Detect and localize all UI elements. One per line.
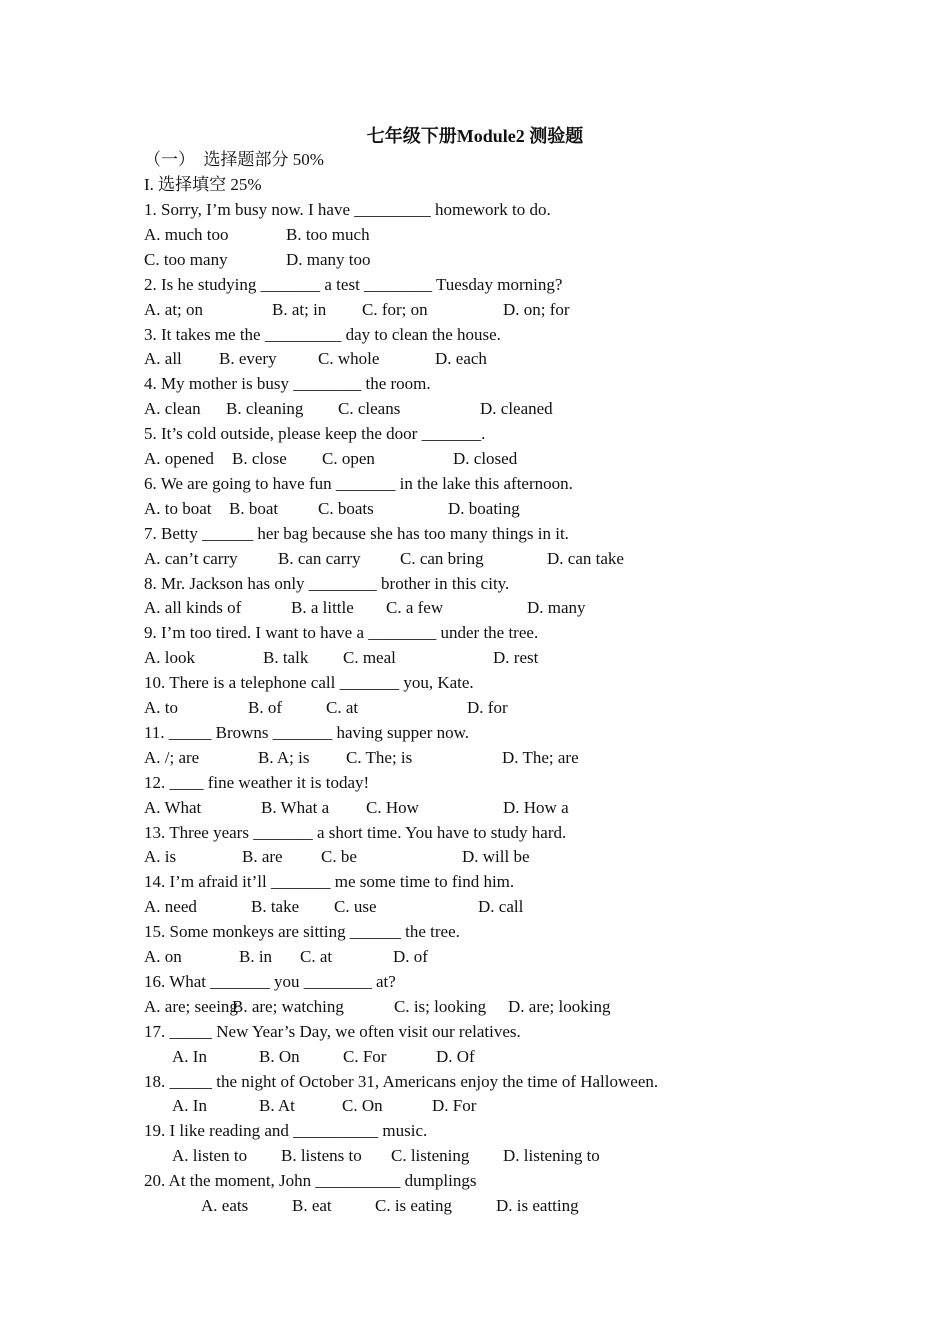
question-18-option: A. In bbox=[172, 1096, 207, 1116]
question-12-stem: 12. ____ fine weather it is today! bbox=[144, 772, 370, 792]
question-8-option: C. a few bbox=[386, 598, 444, 618]
question-1-option: C. too many bbox=[144, 249, 228, 269]
question-19-option: D. listening to bbox=[503, 1146, 600, 1166]
question-5-stem: 5. It’s cold outside, please keep the door _______. bbox=[144, 424, 486, 444]
question-14-option: B. take bbox=[251, 897, 300, 917]
question-12-option: D. How a bbox=[503, 797, 569, 817]
question-20-option: A. eats bbox=[201, 1196, 249, 1215]
question-13-stem: 13. Three years _______ a short time. You have to study hard. bbox=[144, 822, 567, 842]
question-19-option: B. listens to bbox=[281, 1146, 362, 1166]
question-7-option: C. can bring bbox=[400, 548, 484, 568]
question-8-option: D. many bbox=[527, 598, 586, 618]
question-7-option: B. can carry bbox=[278, 548, 361, 568]
question-1-option: A. much too bbox=[144, 224, 229, 244]
question-15-option: C. at bbox=[300, 947, 333, 966]
question-17-option: D. Of bbox=[436, 1046, 475, 1066]
question-7-stem: 7. Betty ______ her bag because she has too many things in it. bbox=[144, 523, 569, 543]
question-15-option: B. in bbox=[239, 947, 273, 966]
question-18-option: D. For bbox=[432, 1096, 477, 1116]
question-16-option: C. is; looking bbox=[394, 996, 487, 1016]
question-11-stem: 11. _____ Browns _______ having supper now. bbox=[144, 722, 470, 742]
question-2-option: D. on; for bbox=[503, 299, 570, 319]
question-6-option: A. to boat bbox=[144, 498, 212, 518]
question-8-option: B. a little bbox=[291, 598, 354, 618]
question-9-option: A. look bbox=[144, 648, 195, 668]
question-17-option: C. For bbox=[343, 1046, 387, 1066]
question-2-option: B. at; in bbox=[272, 299, 327, 319]
question-7-option: D. can take bbox=[547, 548, 624, 568]
question-13-option: C. be bbox=[321, 847, 357, 867]
question-4-stem: 4. My mother is busy ________ the room. bbox=[144, 374, 431, 394]
question-6-stem: 6. We are going to have fun _______ in the lake this afternoon. bbox=[144, 473, 573, 493]
question-19-stem: 19. I like reading and __________ music. bbox=[144, 1121, 428, 1141]
question-2-stem: 2. Is he studying _______ a test ________ Tuesday morning? bbox=[144, 274, 563, 294]
question-13-option: D. will be bbox=[462, 847, 530, 867]
question-17-option: B. On bbox=[259, 1046, 300, 1066]
question-20-option: B. eat bbox=[292, 1196, 332, 1215]
question-10-option: B. of bbox=[248, 698, 282, 717]
question-20-option: C. is eating bbox=[375, 1196, 452, 1215]
question-4-option: A. clean bbox=[144, 399, 201, 419]
question-19-option: A. listen to bbox=[172, 1146, 248, 1166]
question-12-option: B. What a bbox=[261, 797, 330, 817]
question-5-option: A. opened bbox=[144, 449, 214, 468]
question-11-option: C. The; is bbox=[346, 747, 413, 767]
question-12-option: C. How bbox=[366, 797, 419, 817]
question-9-option: B. talk bbox=[263, 648, 309, 668]
question-2-option: C. for; on bbox=[362, 299, 428, 319]
question-16-option: A. are; seeing bbox=[144, 996, 238, 1016]
question-9-option: D. rest bbox=[493, 648, 539, 668]
question-14-option: A. need bbox=[144, 897, 197, 917]
question-3-option: C. whole bbox=[318, 349, 380, 369]
question-14-option: C. use bbox=[334, 897, 377, 917]
question-13-option: B. are bbox=[242, 847, 283, 867]
question-3-option: D. each bbox=[435, 349, 487, 369]
question-11-option: A. /; are bbox=[144, 747, 200, 767]
question-6-option: B. boat bbox=[229, 498, 279, 518]
question-16-stem: 16. What _______ you ________ at? bbox=[144, 971, 396, 991]
question-16-option: D. are; looking bbox=[508, 996, 611, 1016]
question-9-option: C. meal bbox=[343, 648, 396, 668]
question-11-option: B. A; is bbox=[258, 747, 310, 767]
question-8-stem: 8. Mr. Jackson has only ________ brother in this city. bbox=[144, 573, 510, 593]
question-14-option: D. call bbox=[478, 897, 524, 917]
question-18-option: B. At bbox=[259, 1096, 295, 1116]
question-6-option: C. boats bbox=[318, 498, 374, 518]
question-1-option: D. many too bbox=[286, 249, 371, 269]
question-3-stem: 3. It takes me the _________ day to clean the house. bbox=[144, 324, 501, 344]
question-14-stem: 14. I’m afraid it’ll _______ me some time to find him. bbox=[144, 872, 515, 892]
question-4-option: C. cleans bbox=[338, 399, 401, 419]
question-17-option: A. In bbox=[172, 1046, 207, 1066]
question-19-option: C. listening bbox=[391, 1146, 470, 1166]
question-10-option: C. at bbox=[326, 698, 359, 717]
question-6-option: D. boating bbox=[448, 498, 520, 518]
question-5-option: B. close bbox=[232, 449, 287, 468]
question-1-stem: 1. Sorry, I’m busy now. I have _________ homework to do. bbox=[144, 200, 551, 219]
question-15-option: D. of bbox=[393, 947, 428, 966]
question-3-option: B. every bbox=[219, 349, 277, 369]
question-4-option: B. cleaning bbox=[226, 399, 304, 419]
question-20-stem: 20. At the moment, John __________ dumplings bbox=[144, 1171, 477, 1191]
question-10-option: A. to bbox=[144, 698, 178, 717]
question-4-option: D. cleaned bbox=[480, 399, 553, 419]
question-8-option: A. all kinds of bbox=[144, 598, 242, 618]
question-13-option: A. is bbox=[144, 847, 177, 867]
question-11-option: D. The; are bbox=[502, 747, 579, 767]
question-5-option: C. open bbox=[322, 449, 375, 468]
question-7-option: A. can’t carry bbox=[144, 548, 238, 568]
question-10-option: D. for bbox=[467, 698, 508, 717]
question-5-option: D. closed bbox=[453, 449, 518, 468]
question-15-option: A. on bbox=[144, 947, 182, 966]
page-title: 七年级下册Module2 测验题 bbox=[366, 126, 584, 146]
question-9-stem: 9. I’m too tired. I want to have a ________ under the tree. bbox=[144, 623, 539, 643]
question-12-option: A. What bbox=[144, 797, 202, 817]
question-10-stem: 10. There is a telephone call _______ you, Kate. bbox=[144, 673, 474, 693]
question-3-option: A. all bbox=[144, 349, 182, 369]
question-15-stem: 15. Some monkeys are sitting ______ the tree. bbox=[144, 922, 460, 942]
question-1-option: B. too much bbox=[286, 224, 370, 244]
question-20-option: D. is eatting bbox=[496, 1196, 579, 1215]
question-2-option: A. at; on bbox=[144, 299, 204, 319]
section-heading: （一） 选择题部分 50% bbox=[144, 150, 324, 169]
question-18-option: C. On bbox=[342, 1096, 383, 1116]
question-16-option: B. are; watching bbox=[232, 996, 344, 1016]
question-18-stem: 18. _____ the night of October 31, Americans enjoy the time of Halloween. bbox=[144, 1071, 659, 1091]
question-17-stem: 17. _____ New Year’s Day, we often visit our relatives. bbox=[144, 1021, 521, 1041]
part-heading: I. 选择填空 25% bbox=[144, 175, 262, 194]
